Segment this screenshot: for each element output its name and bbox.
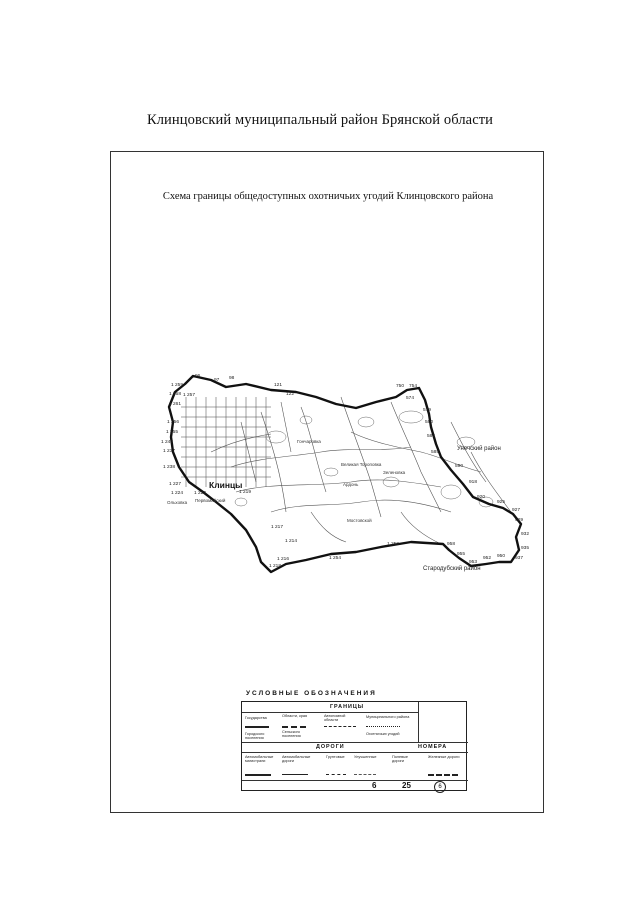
legend-road-item: Железные дороги <box>428 755 460 759</box>
boundary-number: 1 222 <box>194 491 207 496</box>
boundary-number: 927 <box>512 508 521 513</box>
boundary-number: 1 257 <box>183 393 196 398</box>
boundary-number: 590 <box>455 464 464 469</box>
boundary-number: 1 214 <box>285 539 298 544</box>
boundary-number: 579 <box>423 408 432 413</box>
page-title: Клинцовский муниципальный район Брянской области <box>146 112 494 128</box>
boundary-number: 1 255 <box>166 430 179 435</box>
legend-item: Городского поселения <box>245 732 265 741</box>
village-label: Великая Topoповка <box>341 462 382 467</box>
neighbor-label-southeast: Стародубский район <box>423 566 481 572</box>
boundary-number: 1 217 <box>271 525 284 530</box>
legend-circle-mark: 6 <box>434 781 446 793</box>
boundary-number: 925 <box>497 500 506 505</box>
village-label: Ардонь <box>343 482 359 487</box>
boundary-number: 574 <box>406 396 415 401</box>
map-features <box>235 411 493 507</box>
village-label: Гончаровка <box>297 439 321 444</box>
boundary-number: 96 <box>195 374 201 379</box>
district-boundary <box>169 376 524 572</box>
boundary-number: 937 <box>515 556 524 561</box>
boundary-number: 1 216 <box>277 557 290 562</box>
boundary-number: 97 <box>214 378 220 383</box>
legend-item: Сельского поселения <box>282 730 301 739</box>
boundary-number: 1 259 <box>171 383 184 388</box>
boundary-number: 121 <box>274 383 283 388</box>
boundary-number: 932 <box>521 532 530 537</box>
neighbor-label-northeast: Унечский район <box>457 446 501 452</box>
boundary-number: 750 <box>396 384 405 389</box>
legend-road-item: Автомобильные дороги <box>282 755 311 764</box>
boundary-number: 1 256 <box>167 420 180 425</box>
boundary-number: 1 258 <box>169 392 182 397</box>
legend-section-roads: ДОРОГИ <box>316 744 345 750</box>
boundary-number: 955 <box>457 552 466 557</box>
scheme-title: Схема границы общедоступных охотничьих угодий Клинцовского района <box>162 191 494 202</box>
village-label: Первомайский <box>195 498 226 503</box>
village-label: Мостовской <box>347 518 372 523</box>
legend-page-number: 6 <box>372 781 377 790</box>
boundary-number: 929 <box>515 518 524 523</box>
boundary-number: 1 237 <box>163 449 176 454</box>
legend-road-item: Полевые дороги <box>392 755 408 764</box>
boundary-number: 98 <box>229 376 235 381</box>
boundary-number: 1 227 <box>169 482 182 487</box>
legend-road-item: Грунтовые <box>326 755 345 759</box>
boundary-number: 952 <box>483 556 492 561</box>
legend-item: Муниципального района <box>366 715 410 719</box>
boundary-number: 1 250 <box>387 542 400 547</box>
boundary-number: 1 242 <box>161 440 174 445</box>
legend-title: УСЛОВНЫЕ ОБОЗНАЧЕНИЯ <box>246 690 377 697</box>
legend-item: Государства <box>245 716 267 720</box>
boundary-number: 1 238 <box>163 465 176 470</box>
legend-box <box>241 701 467 791</box>
village-label: Ольховка <box>167 500 188 505</box>
boundary-number: 1 254 <box>329 556 342 561</box>
boundary-number: 1 218 <box>269 564 282 569</box>
legend-road-item: Автомобильные магистрали <box>245 755 274 764</box>
village-label: Зеленовка <box>383 470 406 475</box>
legend-numbers-label: НОМЕРА <box>418 744 448 750</box>
boundary-number: 958 <box>447 542 456 547</box>
boundary-number: 582 <box>427 434 436 439</box>
boundary-number: 1 224 <box>171 491 184 496</box>
boundary-number: 754 <box>409 384 418 389</box>
boundary-number: 920 <box>477 495 486 500</box>
boundary-number: 122 <box>286 392 295 397</box>
boundary-number: 1 219 <box>239 490 252 495</box>
legend-page-number: 25 <box>402 781 411 790</box>
parcel-grid <box>181 397 271 487</box>
boundary-number: 950 <box>497 554 506 559</box>
legend-item: Области, края <box>282 714 308 718</box>
town-label: Клинцы <box>209 480 243 490</box>
legend-road-item: Улучшенные <box>354 755 377 759</box>
boundary-number: 935 <box>521 546 530 551</box>
map-frame <box>110 151 544 813</box>
boundary-number: 1 261 <box>169 402 182 407</box>
legend-item: Охотничьих угодий <box>366 732 400 736</box>
boundary-number: 918 <box>469 480 478 485</box>
boundary-number: 580 <box>425 420 434 425</box>
boundary-number: 585 <box>431 450 440 455</box>
legend-item: Автономной области <box>324 714 346 723</box>
legend-section-borders: ГРАНИЦЫ <box>330 704 365 710</box>
boundary-number: 953 <box>469 560 478 565</box>
